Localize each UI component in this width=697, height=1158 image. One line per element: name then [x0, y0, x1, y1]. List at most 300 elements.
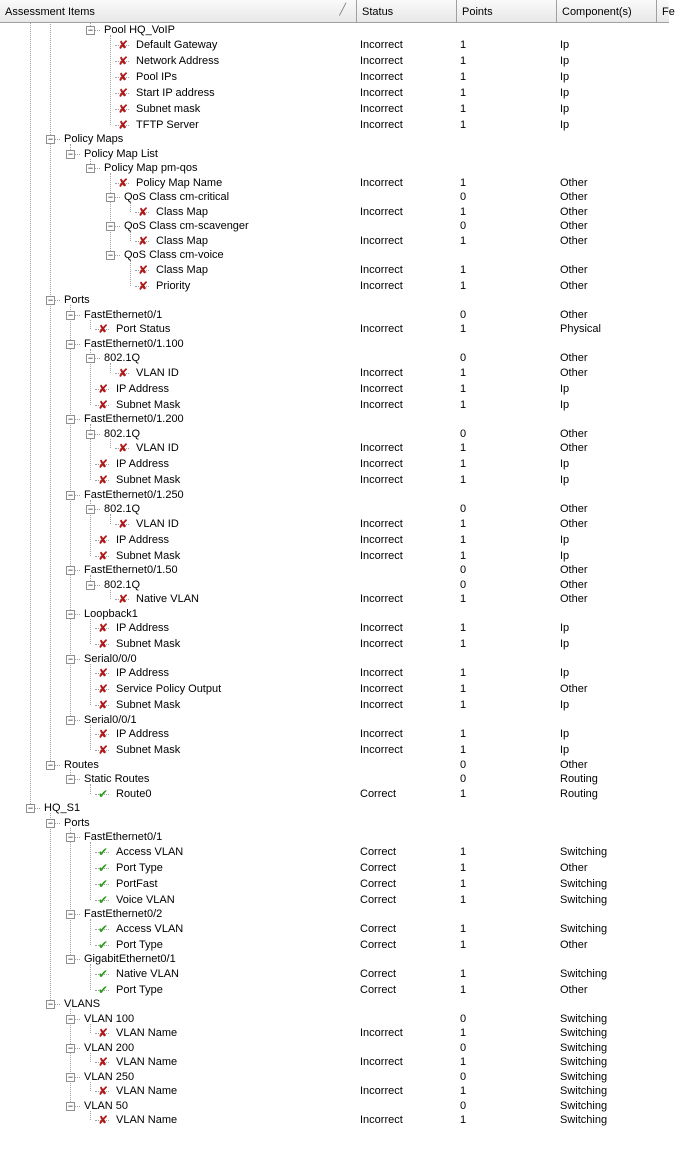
- tree-item-row[interactable]: [0, 861, 669, 876]
- incorrect-x-icon: ✘: [118, 175, 129, 190]
- incorrect-x-icon: ✘: [118, 516, 129, 531]
- incorrect-x-icon: ✘: [98, 1084, 109, 1098]
- points-cell: 0: [460, 1012, 467, 1025]
- status-cell: Incorrect: [360, 517, 403, 530]
- points-cell: 1: [460, 922, 467, 935]
- tree-connector: [95, 509, 100, 510]
- tree-group-row[interactable]: [0, 488, 669, 503]
- collapse-toggle-icon[interactable]: −: [87, 163, 94, 173]
- tree-item-row[interactable]: [0, 86, 669, 101]
- tree-item-row[interactable]: [0, 1113, 669, 1128]
- collapse-toggle-icon[interactable]: −: [107, 192, 114, 202]
- column-assessment-items-label: Assessment Items: [5, 6, 95, 18]
- tree-item-row[interactable]: [0, 205, 669, 220]
- tree-group-row[interactable]: [0, 1041, 669, 1056]
- status-cell: Incorrect: [360, 728, 403, 740]
- tree-group-row[interactable]: [0, 772, 669, 787]
- collapse-toggle-icon[interactable]: −: [47, 134, 54, 144]
- item-label: Port Type: [116, 861, 163, 874]
- component-cell: Other: [560, 279, 588, 292]
- column-components[interactable]: [557, 0, 657, 22]
- tree-connector: [75, 837, 80, 838]
- points-cell: 1: [460, 893, 467, 906]
- tree-item-row[interactable]: [0, 938, 669, 953]
- item-label: Access VLAN: [116, 845, 184, 858]
- tree-item-row[interactable]: [0, 473, 669, 488]
- item-label: Network Address: [136, 54, 220, 67]
- collapse-toggle-icon[interactable]: −: [27, 803, 34, 813]
- item-label: 802.1Q: [104, 427, 141, 440]
- incorrect-x-icon: ✘: [98, 381, 109, 396]
- points-cell: 1: [460, 744, 467, 756]
- points-cell: 0: [460, 1041, 467, 1054]
- points-cell: 1: [460, 38, 467, 51]
- tree-item-row[interactable]: [0, 441, 669, 456]
- tree-item-row[interactable]: [0, 698, 669, 713]
- tree-group-row[interactable]: [0, 147, 669, 162]
- collapse-toggle-icon[interactable]: −: [67, 774, 74, 784]
- tree-group-row[interactable]: [0, 337, 669, 352]
- column-assessment-items[interactable]: [0, 0, 357, 22]
- incorrect-x-icon: ✘: [118, 592, 129, 606]
- tree-item-row[interactable]: [0, 118, 669, 133]
- item-label: VLAN 100: [84, 1012, 135, 1025]
- collapse-toggle-icon[interactable]: −: [67, 1071, 74, 1082]
- points-cell: 1: [460, 845, 467, 858]
- incorrect-x-icon: ✘: [118, 37, 129, 52]
- tree-connector: [75, 315, 80, 316]
- item-label: FastEthernet0/1: [84, 831, 163, 843]
- correct-check-icon: ✔: [98, 892, 109, 907]
- tree-item-row[interactable]: [0, 38, 669, 53]
- tree-connector: [115, 197, 120, 198]
- tree-connector: [95, 434, 100, 435]
- status-cell: Incorrect: [360, 549, 403, 562]
- collapse-toggle-icon[interactable]: −: [87, 25, 94, 35]
- tree-item-row[interactable]: [0, 743, 669, 758]
- status-cell: Incorrect: [360, 176, 403, 189]
- component-cell: Other: [560, 503, 588, 515]
- item-label: Voice VLAN: [116, 893, 175, 906]
- item-label: Subnet Mask: [116, 549, 181, 562]
- component-cell: Other: [560, 564, 588, 576]
- collapse-toggle-icon[interactable]: −: [87, 353, 94, 363]
- item-label: Ports: [64, 816, 90, 829]
- component-cell: Switching: [560, 1056, 608, 1068]
- status-cell: Incorrect: [360, 205, 403, 218]
- points-cell: 1: [460, 683, 467, 695]
- tree-item-row[interactable]: [0, 279, 669, 294]
- tree-connector: [75, 1106, 80, 1107]
- points-cell: 1: [460, 176, 467, 189]
- tree-item-row[interactable]: [0, 533, 669, 548]
- tree-group-row[interactable]: [0, 132, 669, 147]
- item-label: FastEthernet0/1.50: [84, 564, 178, 576]
- tree-item-row[interactable]: [0, 666, 669, 681]
- points-cell: 1: [460, 967, 467, 980]
- tree-group-row[interactable]: [0, 427, 669, 442]
- component-cell: Ip: [560, 744, 570, 756]
- component-cell: Ip: [560, 458, 570, 470]
- status-cell: Incorrect: [360, 1056, 403, 1068]
- points-cell: 1: [460, 787, 467, 800]
- component-cell: Switching: [560, 1099, 608, 1112]
- collapse-toggle-icon[interactable]: −: [67, 714, 74, 725]
- status-cell: Incorrect: [360, 1027, 403, 1039]
- component-cell: Ip: [560, 549, 570, 562]
- collapse-toggle-icon[interactable]: −: [67, 1042, 74, 1053]
- tree-connector: [75, 614, 80, 615]
- points-cell: 1: [460, 205, 467, 218]
- tree-item-row[interactable]: [0, 366, 669, 381]
- incorrect-x-icon: ✘: [118, 365, 129, 380]
- tree-group-row[interactable]: [0, 23, 669, 38]
- tree-group-row[interactable]: [0, 412, 669, 427]
- status-cell: Incorrect: [360, 1085, 403, 1097]
- component-cell: Switching: [560, 1114, 608, 1126]
- tree-group-row[interactable]: [0, 293, 669, 308]
- column-components-label: Component(s): [562, 6, 632, 18]
- component-cell: Other: [560, 191, 588, 203]
- incorrect-x-icon: ✘: [98, 1113, 109, 1127]
- points-cell: 1: [460, 728, 467, 740]
- status-cell: Incorrect: [360, 474, 403, 486]
- tree-item-row[interactable]: [0, 1084, 669, 1099]
- item-label: HQ_S1: [44, 802, 81, 814]
- incorrect-x-icon: ✘: [118, 101, 129, 116]
- item-label: Serial0/0/0: [84, 652, 137, 665]
- item-label: Class Map: [156, 263, 208, 276]
- points-cell: 1: [460, 1085, 467, 1097]
- status-cell: Incorrect: [360, 70, 403, 83]
- component-cell: Other: [560, 442, 588, 454]
- points-cell: 1: [460, 533, 467, 546]
- item-label: Class Map: [156, 205, 208, 218]
- status-cell: Correct: [360, 983, 397, 996]
- collapse-toggle-icon[interactable]: −: [67, 1013, 74, 1024]
- status-cell: Incorrect: [360, 622, 403, 634]
- item-label: FastEthernet0/1.100: [84, 337, 184, 350]
- incorrect-x-icon: ✘: [98, 532, 109, 547]
- tree-item-row[interactable]: [0, 983, 669, 998]
- tree-group-row[interactable]: [0, 652, 669, 667]
- correct-check-icon: ✔: [98, 921, 109, 936]
- item-label: Priority: [156, 279, 191, 292]
- tree-item-row[interactable]: [0, 382, 669, 397]
- column-points-label: Points: [462, 6, 493, 18]
- points-cell: 1: [460, 877, 467, 890]
- tree-group-row[interactable]: [0, 219, 669, 234]
- item-label: Pool HQ_VoIP: [104, 24, 175, 36]
- collapse-toggle-icon[interactable]: −: [67, 414, 74, 424]
- tree-group-row[interactable]: [0, 578, 669, 593]
- collapse-toggle-icon[interactable]: −: [87, 579, 94, 590]
- component-cell: Ip: [560, 622, 570, 634]
- component-cell: Switching: [560, 1027, 608, 1039]
- status-cell: Incorrect: [360, 382, 403, 395]
- component-cell: Switching: [560, 1012, 608, 1025]
- tree-item-row[interactable]: [0, 54, 669, 69]
- incorrect-x-icon: ✘: [98, 322, 109, 336]
- component-cell: Ip: [560, 38, 570, 51]
- sort-icon[interactable]: ╱: [339, 4, 346, 16]
- tree-group-row[interactable]: [0, 830, 669, 845]
- tree-group-row[interactable]: [0, 607, 669, 622]
- item-label: VLAN Name: [116, 1027, 178, 1039]
- item-label: IP Address: [116, 622, 169, 634]
- tree-item-row[interactable]: [0, 922, 669, 937]
- collapse-toggle-icon[interactable]: −: [67, 148, 74, 159]
- points-cell: 1: [460, 398, 467, 411]
- tree-group-row[interactable]: [0, 713, 669, 728]
- component-cell: Other: [560, 683, 588, 695]
- tree-item-row[interactable]: [0, 102, 669, 117]
- column-points[interactable]: [457, 0, 557, 22]
- component-cell: Switching: [560, 877, 608, 890]
- collapse-toggle-icon[interactable]: −: [107, 221, 114, 231]
- incorrect-x-icon: ✘: [98, 473, 109, 487]
- tree-group-row[interactable]: [0, 308, 669, 323]
- correct-check-icon: ✔: [98, 860, 109, 875]
- item-label: Start IP address: [136, 86, 215, 99]
- incorrect-x-icon: ✘: [98, 457, 109, 471]
- tree-item-row[interactable]: [0, 70, 669, 85]
- incorrect-x-icon: ✘: [98, 698, 109, 712]
- incorrect-x-icon: ✘: [138, 262, 149, 277]
- points-cell: 1: [460, 1056, 467, 1068]
- incorrect-x-icon: ✘: [118, 441, 129, 455]
- tree-group-row[interactable]: [0, 563, 669, 578]
- collapse-toggle-icon[interactable]: −: [47, 295, 54, 305]
- points-cell: 1: [460, 593, 467, 605]
- component-cell: Other: [560, 205, 588, 218]
- tree-item-row[interactable]: [0, 1026, 669, 1041]
- component-cell: Other: [560, 427, 588, 440]
- incorrect-x-icon: ✘: [138, 278, 149, 293]
- collapse-toggle-icon[interactable]: −: [67, 653, 74, 664]
- component-cell: Ip: [560, 728, 570, 740]
- item-label: Serial0/0/1: [84, 713, 137, 726]
- status-cell: Correct: [360, 922, 397, 935]
- points-cell: 0: [460, 578, 467, 591]
- status-cell: Incorrect: [360, 234, 403, 247]
- collapse-toggle-icon[interactable]: −: [67, 954, 74, 964]
- item-label: QoS Class cm-voice: [124, 249, 224, 261]
- tree-connector: [95, 585, 100, 586]
- item-label: 802.1Q: [104, 503, 141, 515]
- correct-check-icon: ✔: [98, 786, 109, 801]
- tree-group-row[interactable]: [0, 351, 669, 366]
- collapse-toggle-icon[interactable]: −: [67, 565, 74, 575]
- collapse-toggle-icon[interactable]: −: [47, 759, 54, 770]
- collapse-toggle-icon[interactable]: −: [67, 338, 74, 349]
- component-cell: Other: [560, 234, 588, 247]
- tree-item-row[interactable]: [0, 592, 669, 607]
- tree-group-row[interactable]: [0, 502, 669, 517]
- item-label: VLAN Name: [116, 1056, 178, 1068]
- item-label: IP Address: [116, 728, 169, 740]
- collapse-toggle-icon[interactable]: −: [47, 817, 54, 828]
- collapse-toggle-icon[interactable]: −: [67, 489, 74, 500]
- item-label: VLAN Name: [116, 1085, 178, 1097]
- points-cell: 1: [460, 279, 467, 292]
- collapse-toggle-icon[interactable]: −: [67, 832, 74, 842]
- item-label: GigabitEthernet0/1: [84, 953, 176, 965]
- component-cell: Other: [560, 983, 588, 996]
- tree-connector: [75, 779, 80, 780]
- incorrect-x-icon: ✘: [118, 85, 129, 100]
- tree-connector: [95, 358, 100, 359]
- component-cell: Switching: [560, 1041, 608, 1054]
- incorrect-x-icon: ✘: [98, 1055, 109, 1069]
- tree-item-row[interactable]: [0, 877, 669, 892]
- tree-item-row[interactable]: [0, 621, 669, 636]
- points-cell: 1: [460, 1027, 467, 1039]
- status-cell: Incorrect: [360, 398, 403, 411]
- tree-group-row[interactable]: [0, 161, 669, 176]
- tree-item-row[interactable]: [0, 727, 669, 742]
- status-cell: Incorrect: [360, 744, 403, 756]
- tree-item-row[interactable]: [0, 457, 669, 472]
- item-label: IP Address: [116, 458, 169, 470]
- collapse-toggle-icon[interactable]: −: [67, 1100, 74, 1111]
- tree-item-row[interactable]: [0, 176, 669, 191]
- component-cell: Ip: [560, 638, 570, 650]
- item-label: Subnet Mask: [116, 474, 181, 486]
- incorrect-x-icon: ✘: [98, 682, 109, 696]
- tree-connector: [55, 1004, 60, 1005]
- component-cell: Ip: [560, 86, 570, 99]
- tree-item-row[interactable]: [0, 263, 669, 278]
- tree-group-row[interactable]: [0, 1099, 669, 1114]
- tree-item-row[interactable]: [0, 234, 669, 249]
- tree-group-row[interactable]: [0, 758, 669, 773]
- points-cell: 0: [460, 220, 467, 232]
- tree-item-row[interactable]: [0, 893, 669, 908]
- tree-group-row[interactable]: [0, 1012, 669, 1027]
- component-cell: Other: [560, 758, 588, 771]
- points-cell: 1: [460, 1114, 467, 1126]
- component-cell: Ip: [560, 667, 570, 679]
- collapse-toggle-icon[interactable]: −: [87, 428, 94, 439]
- collapse-toggle-icon[interactable]: −: [67, 608, 74, 619]
- item-label: FastEthernet0/1.250: [84, 488, 184, 501]
- item-label: TFTP Server: [136, 118, 199, 131]
- tree-group-row[interactable]: [0, 801, 669, 816]
- column-header: [0, 0, 675, 23]
- tree-item-row[interactable]: [0, 398, 669, 413]
- item-label: VLAN 50: [84, 1099, 129, 1112]
- item-label: 802.1Q: [104, 352, 141, 364]
- tree-connector: [115, 226, 120, 227]
- item-label: Routes: [64, 758, 99, 771]
- item-label: Policy Map pm-qos: [104, 162, 198, 174]
- status-cell: Correct: [360, 877, 397, 890]
- column-feedback[interactable]: [657, 0, 697, 22]
- collapse-toggle-icon[interactable]: −: [87, 504, 94, 514]
- tree-group-row[interactable]: [0, 907, 669, 922]
- tree-item-row[interactable]: [0, 322, 669, 337]
- points-cell: 1: [460, 54, 467, 67]
- item-label: VLANS: [64, 998, 101, 1010]
- column-status[interactable]: [357, 0, 457, 22]
- tree-item-row[interactable]: [0, 682, 669, 697]
- component-cell: Ip: [560, 70, 570, 83]
- item-label: Class Map: [156, 234, 208, 247]
- points-cell: 1: [460, 70, 467, 83]
- component-cell: Ip: [560, 118, 570, 131]
- collapse-toggle-icon[interactable]: −: [67, 309, 74, 320]
- component-cell: Other: [560, 861, 588, 874]
- item-label: QoS Class cm-scavenger: [124, 220, 249, 232]
- tree-item-row[interactable]: [0, 845, 669, 860]
- component-cell: Other: [560, 517, 588, 530]
- points-cell: 1: [460, 234, 467, 247]
- status-cell: Correct: [360, 787, 397, 800]
- collapse-toggle-icon[interactable]: −: [107, 250, 114, 260]
- tree-item-row[interactable]: [0, 517, 669, 532]
- incorrect-x-icon: ✘: [138, 233, 149, 248]
- tree-group-row[interactable]: [0, 1070, 669, 1085]
- incorrect-x-icon: ✘: [118, 53, 129, 68]
- component-cell: Switching: [560, 1085, 608, 1097]
- tree-connector: [75, 1019, 80, 1020]
- tree-group-row[interactable]: [0, 997, 669, 1012]
- tree-connector: [55, 139, 60, 140]
- points-cell: 0: [460, 1099, 467, 1112]
- tree-connector: [75, 495, 80, 496]
- tree-item-row[interactable]: [0, 1055, 669, 1070]
- points-cell: 1: [460, 667, 467, 679]
- tree-item-row[interactable]: [0, 787, 669, 802]
- correct-check-icon: ✔: [98, 876, 109, 891]
- item-label: FastEthernet0/2: [84, 908, 163, 920]
- item-label: Static Routes: [84, 773, 150, 785]
- status-cell: Incorrect: [360, 442, 403, 454]
- tree-group-row[interactable]: [0, 190, 669, 205]
- component-cell: Other: [560, 220, 588, 232]
- tree-group-row[interactable]: [0, 952, 669, 967]
- item-label: Route0: [116, 787, 152, 800]
- component-cell: Routing: [560, 773, 598, 785]
- item-label: Subnet Mask: [116, 638, 181, 650]
- item-label: Access VLAN: [116, 922, 184, 935]
- status-cell: Incorrect: [360, 279, 403, 292]
- collapse-toggle-icon[interactable]: −: [47, 999, 54, 1009]
- incorrect-x-icon: ✘: [98, 637, 109, 651]
- tree-group-row[interactable]: [0, 816, 669, 831]
- points-cell: 1: [460, 382, 467, 395]
- collapse-toggle-icon[interactable]: −: [67, 909, 74, 919]
- status-cell: Incorrect: [360, 458, 403, 470]
- tree-item-row[interactable]: [0, 967, 669, 982]
- component-cell: Switching: [560, 893, 608, 906]
- component-cell: Switching: [560, 922, 608, 935]
- tree-connector: [115, 255, 120, 256]
- component-cell: Ip: [560, 533, 570, 546]
- tree-group-row[interactable]: [0, 248, 669, 263]
- correct-check-icon: ✔: [98, 844, 109, 859]
- tree-connector: [75, 720, 80, 721]
- incorrect-x-icon: ✘: [98, 1026, 109, 1040]
- points-cell: 0: [460, 427, 467, 440]
- tree-item-row[interactable]: [0, 549, 669, 564]
- tree-item-row[interactable]: [0, 637, 669, 652]
- status-cell: Correct: [360, 845, 397, 858]
- status-cell: Incorrect: [360, 638, 403, 650]
- tree-connector: [75, 1048, 80, 1049]
- status-cell: Incorrect: [360, 593, 403, 605]
